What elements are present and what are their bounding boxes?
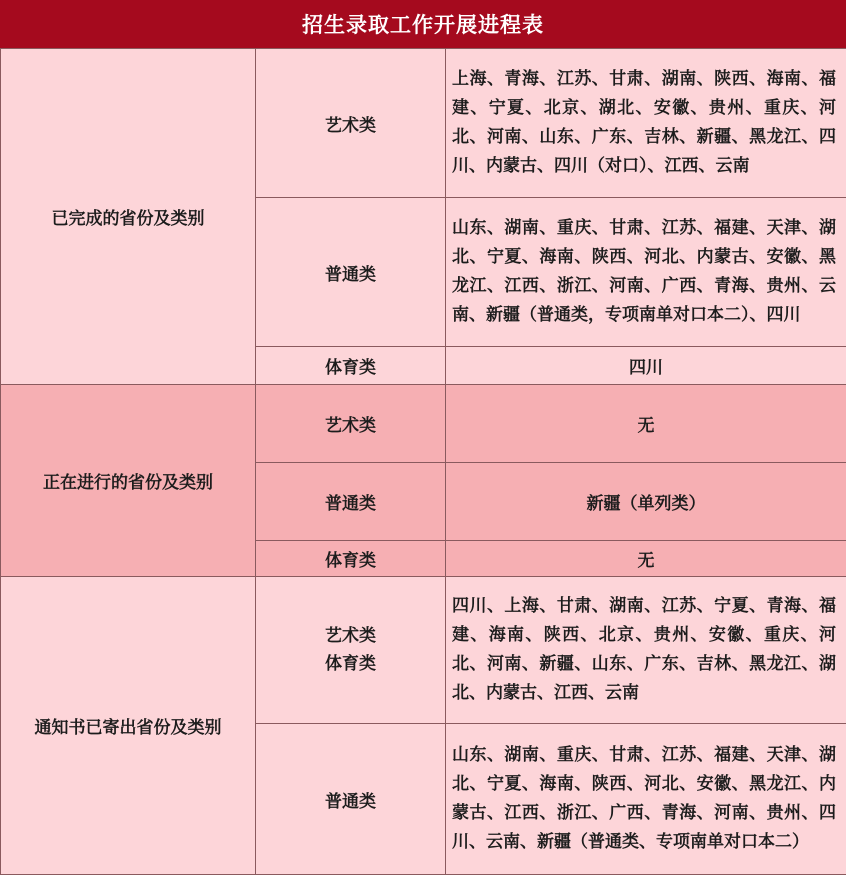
table-row xyxy=(1,49,846,198)
table-row xyxy=(1,577,846,724)
category-cell: 体育类 xyxy=(256,541,446,577)
section-label-in-progress: 正在进行的省份及类别 xyxy=(1,385,256,577)
category-cell: 艺术类 xyxy=(256,49,446,198)
category-line: 体育类 xyxy=(256,650,445,678)
province-list-cell: 四川、上海、甘肃、湖南、江苏、宁夏、青海、福建、海南、陕西、北京、贵州、安徽、重庆、河北、河南、新疆、山东、广东、吉林、黑龙江、湖北、内蒙古、江西、云南 xyxy=(446,577,846,724)
category-cell xyxy=(256,577,446,724)
province-list-cell: 山东、湖南、重庆、甘肃、江苏、福建、天津、湖北、宁夏、海南、陕西、河北、内蒙古、安徽、黑龙江、江西、浙江、河南、广西、青海、贵州、云南、新疆（普通类，专项南单对口本二）、四川 xyxy=(446,198,846,347)
province-list-cell: 无 xyxy=(446,541,846,577)
section-label-notices-sent: 通知书已寄出省份及类别 xyxy=(1,577,256,875)
category-cell: 体育类 xyxy=(256,347,446,385)
province-list-cell: 新疆（单列类） xyxy=(446,463,846,541)
province-list-cell: 上海、青海、江苏、甘肃、湖南、陕西、海南、福建、宁夏、北京、湖北、安徽、贵州、重庆、河北、河南、山东、广东、吉林、新疆、黑龙江、四川、内蒙古、四川（对口）、江西、云南 xyxy=(446,49,846,198)
progress-grid xyxy=(0,48,846,875)
province-list-cell: 无 xyxy=(446,385,846,463)
province-list-cell: 山东、湖南、重庆、甘肃、江苏、福建、天津、湖北、宁夏、海南、陕西、河北、安徽、黑龙江、内蒙古、江西、浙江、广西、青海、河南、贵州、四川、云南、新疆（普通类、专项南单对口本二） xyxy=(446,724,846,875)
section-label-completed: 已完成的省份及类别 xyxy=(1,49,256,385)
category-cell: 普通类 xyxy=(256,724,446,875)
table-title: 招生录取工作开展进程表 xyxy=(0,0,846,48)
category-cell: 普通类 xyxy=(256,463,446,541)
category-cell: 艺术类 xyxy=(256,385,446,463)
table-row xyxy=(1,385,846,463)
category-line: 艺术类 xyxy=(256,622,445,650)
category-cell: 普通类 xyxy=(256,198,446,347)
province-list-cell: 四川 xyxy=(446,347,846,385)
